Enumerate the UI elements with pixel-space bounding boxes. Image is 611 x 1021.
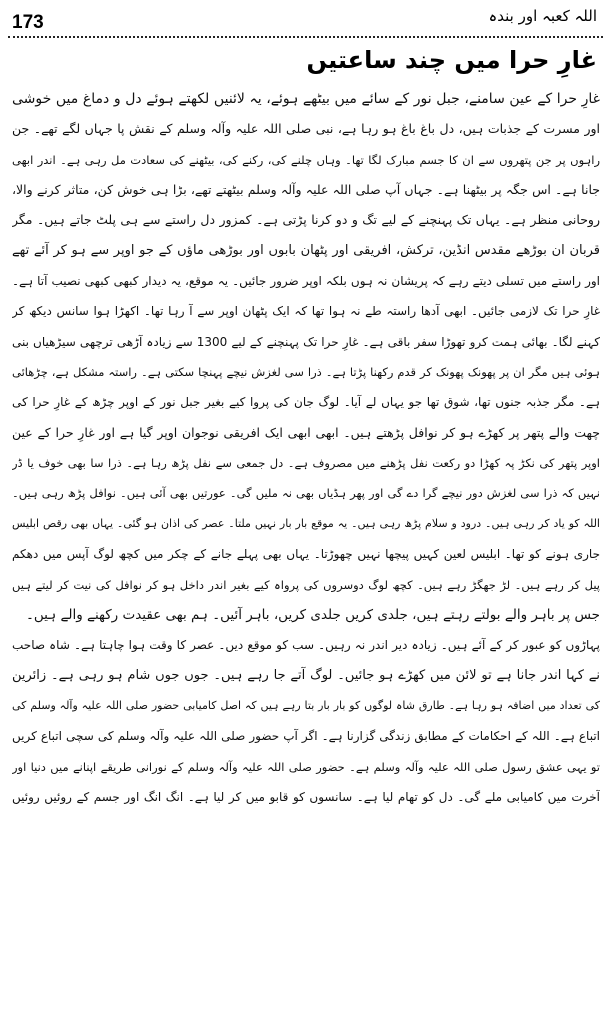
text-line: جاری ہونے کو تھا۔ ابلیس لعین کہیں پیچھا نہیں چھوڑتا۔ یہاں بھی پہلے جانے کے چکر میں کچھ لوگ آپس میں دھکم — [12, 547, 600, 562]
page-header — [8, 4, 603, 38]
header-dotted-rule — [8, 36, 603, 38]
text-line: ہوئی ہیں مگر ان پر پھونک پھونک کر قدم رکھنا پڑتا ہے۔ ذرا سی لغزش نیچے پہنچا سکتی ہے۔ راستہ مشکل ہے، چڑھائی — [12, 365, 600, 380]
text-line: راہوں پر جن پتھروں سے ان کا جسم مبارک لگا تھا۔ وہاں چلنے کی، رکنے کی، بیٹھنے کی سعادت مل رہی ہے۔ اندر ابھی — [12, 152, 600, 167]
section-title: غارِ حرا میں چند ساعتیں — [306, 46, 597, 74]
text-line: غارِ حرا کے عین سامنے، جبل نور کے سائے میں بیٹھے ہوئے، یہ لائنیں لکھتے ہوئے دل و دماغ میں خوشی — [12, 91, 600, 107]
text-line: جس پر باہر والے بولتے رہتے ہیں، جلدی کریں جلدی کریں، باہر آئیں۔ ہم بھی عقیدت رکھنے والے ہیں۔ — [26, 606, 600, 623]
text-line: ہے۔ مگر جذبہ جنوں تھا، شوق تھا جو یہاں لے آیا۔ لوگ جان کی پروا کیے بغیر جبل نور کے اوپر چڑھ کے غارِ حرا کی — [12, 395, 600, 410]
page-number: 173 — [12, 12, 44, 33]
text-line: کی تعداد میں اضافہ ہو رہا ہے۔ طارق شاہ لوگوں کو بار بار بتا رہے ہیں کہ اصل کامیابی حضور صلی اللہ علیہ وآلہ وسلم کی — [12, 698, 600, 712]
text-line: نہیں کہ ذرا سی لغزش دور نیچے گرا دے گی اور پھر ہڈیاں بھی نہ ملیں گی۔ عورتیں بھی آئی ہیں۔ نوافل پڑھ رہی ہیں۔ — [12, 486, 600, 501]
body-text — [12, 84, 600, 812]
text-line: اللہ کو یاد کر رہی ہیں۔ درود و سلام پڑھ رہی ہیں۔ یہ موقع بار بار نہیں ملتا۔ عصر کی اذان ہو گئی۔ یہاں بھی رقص ابلیس — [12, 516, 600, 530]
text-line: اتباع ہے۔ اللہ کے احکامات کے مطابق زندگی گزارنا ہے۔ اگر آپ حضور صلی اللہ علیہ وآلہ وسلم کی سچی اتباع کریں — [12, 729, 600, 744]
text-line: اوپر پتھر کی نکڑ پہ کھڑا دو رکعت نفل پڑھنے میں مصروف ہے۔ دل جمعی سے نفل پڑھ رہا ہے۔ ذرا سا بھی خوف یا ڈر — [12, 456, 600, 471]
text-line: روحانی منظر ہے۔ یہاں تک پہنچنے کے لیے تگ و دو کرنا پڑتی ہے۔ کمزور دل راستے سے ہی پلٹ جاتے ہیں۔ مگر — [12, 212, 600, 228]
text-line: قربان ان بوڑھے مقدس انڈین، ترکش، افریقی اور پٹھان بابوں اور بوڑھی ماؤں کے جو اوپر سے ہو کر آئے تھے — [12, 242, 600, 258]
text-line: آخرت میں کامیابی ملے گی۔ دل کو تھام لیا ہے۔ سانسوں کو قابو میں کر لیا ہے۔ انگ انگ اور جسم کے روئیں روئیں — [12, 789, 600, 804]
text-line: تو یہی عشق رسول صلی اللہ علیہ وآلہ وسلم ہے۔ حضور صلی اللہ علیہ وآلہ وسلم کے نورانی طریقے اپنانے میں دنیا اور — [12, 759, 600, 774]
text-line: اور راستے میں تسلی دیتے رہے کہ پریشان نہ ہوں بلکہ اوپر ضرور جائیں۔ یہ موقع، یہ دیدار کبھی کبھی نصیب آتا ہے۔ — [12, 274, 600, 289]
text-line: غارِ حرا تک لازمی جائیں۔ ابھی آدھا راستہ طے نہ ہوا تھا کہ ایک پٹھان اوپر سے آ رہا تھا۔ اکھڑا ہوا سانس دیکھ کر — [12, 304, 600, 319]
text-line: پیل کر رہے ہیں۔ لڑ جھگڑ رہے ہیں۔ کچھ لوگ دوسروں کی پرواہ کیے بغیر اندر داخل ہو کر نوافل کی نیت کر لیتے ہیں — [12, 577, 600, 592]
text-line: جانا ہے۔ اس جگہ پر بیٹھنا ہے۔ جہاں آپ صلی اللہ علیہ وآلہ وسلم بیٹھتے تھے، بڑا ہی خوش کن، متاثر کرنے والا، — [12, 182, 600, 198]
text-line: نے کہا اندر جانا ہے تو لائن میں کھڑے ہو جائیں۔ لوگ آتے جا رہے ہیں۔ جوں جوں شام ہو رہی ہے۔ زائرین — [12, 667, 600, 683]
text-line: کہنے لگا۔ بھائی ہمت کرو تھوڑا سفر باقی ہے۔ غارِ حرا تک پہنچنے کے لیے 1300 سے زیادہ آڑھی ترچھی سیڑھیاں بنی — [12, 334, 600, 349]
running-head: اللہ کعبہ اور بندہ — [488, 7, 597, 25]
text-line: چھت والے پتھر پر کھڑے ہو کر نوافل پڑھتے ہیں۔ ابھی ابھی ایک افریقی نوجوان اوپر گیا ہے اور غارِ حرا کے عین — [12, 424, 600, 440]
text-line: اور مسرت کے جذبات ہیں، دل باغ باغ ہو رہا ہے، نبی صلی اللہ علیہ وآلہ وسلم کے نقش پا جہاں لگے تھے۔ جن — [12, 121, 600, 137]
text-line: پہاڑوں کو عبور کر کے آئے ہیں۔ زیادہ دیر اندر نہ رہیں۔ سب کو موقع دیں۔ عصر کا وقت ہوا چاہتا ہے۔ شاہ صاحب — [12, 638, 600, 653]
